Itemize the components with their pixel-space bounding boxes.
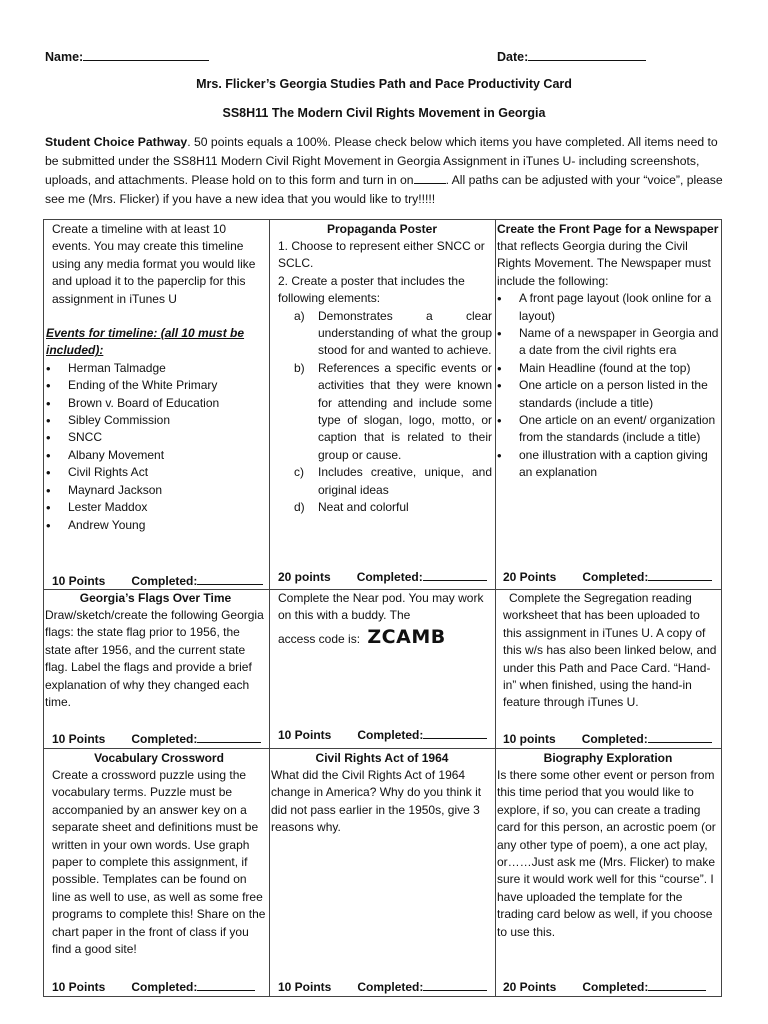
intro-text-1: . 50 points equals a 100%. Please check below which items you have completed. All items need to be submitted under the SS8H11 Modern Civil Right Movement in Georgia Assignment in iTunes U- including screenshots, uploads, and attachments. Please hold on to this form and turn in on — [45, 135, 718, 187]
list-item: • Ending of the White Primary — [46, 377, 264, 394]
newspaper-cell — [497, 221, 720, 482]
points-label: 10 Points — [52, 732, 106, 746]
completed-label: Completed: — [131, 574, 198, 588]
list-item: • Andrew Young — [46, 517, 264, 534]
flags-title: Georgia’s Flags Over Time — [79, 591, 232, 605]
points-label: 10 Points — [52, 980, 106, 994]
intro-lead: Student Choice Pathway — [45, 135, 188, 149]
list-item: • Main Headline (found at the top) — [497, 360, 720, 377]
poster-elements-list — [272, 308, 492, 517]
biography-cell — [497, 750, 719, 941]
list-item: • Name of a newspaper in Georgia and a date from the civil rights era — [497, 325, 720, 360]
timeline-points-row — [52, 572, 263, 590]
name-label: Name: — [45, 50, 84, 64]
vocab-cell — [52, 750, 266, 958]
completed-blank[interactable] — [197, 978, 255, 991]
poster-step-1: 1. Choose to represent either SNCC or SCLC. — [278, 239, 485, 271]
nearpod-access-line — [278, 625, 492, 648]
biography-points-row — [503, 978, 706, 996]
completed-blank[interactable] — [648, 568, 712, 581]
list-item: • Civil Rights Act — [46, 464, 264, 481]
completed-blank[interactable] — [648, 730, 712, 743]
completed-label: Completed: — [356, 570, 423, 584]
nearpod-cell — [278, 590, 492, 648]
list-item: d) Neat and colorful — [294, 500, 409, 515]
points-label: 20 points — [278, 570, 331, 584]
flags-cell — [45, 590, 266, 711]
completed-blank[interactable] — [648, 978, 706, 991]
date-field[interactable] — [497, 47, 646, 66]
points-label: 10 points — [503, 732, 556, 746]
list-item: c) Includes creative, unique, and original ideas — [294, 465, 492, 497]
page-title: Mrs. Flicker’s Georgia Studies Path and Pace Productivity Card — [196, 77, 572, 91]
intro-text-2: . All paths can be adjusted with your “voice”, please see me (Mrs. Flicker) if you have a new idea that you would like to try!!!!! — [45, 173, 723, 206]
segregation-points-row — [503, 730, 712, 748]
biography-title: Biography Exploration — [543, 751, 673, 765]
completed-blank[interactable] — [423, 568, 487, 581]
completed-label: Completed: — [357, 728, 424, 742]
access-code-label: access code is: — [278, 631, 361, 646]
list-item: • SNCC — [46, 429, 264, 446]
points-label: 10 Points — [52, 574, 106, 588]
list-item: • One article on an event/ organization from the standards (include a title) — [497, 412, 720, 447]
segregation-instructions: Complete the Segregation reading worksheet that has been uploaded to this assignment in iTunes U. A copy of this w/s has also been linked below, and under this Path and Pace Card. “Hand- in” when finished, using the hand-in feature through iTunes U. — [503, 591, 717, 710]
list-item: • One article on a person listed in the standards (include a title) — [497, 377, 720, 412]
vocab-instructions: Create a crossword puzzle using the vocabulary terms. Puzzle must be accompanied by an answer key on a separate sheet and definitions must be written in your own words. Use graph paper to complete this assignment, if possible. Templates can be found on line as well to use, as well as some free programs to complete this! Share on the chart paper in the front of class if you find a good site! — [52, 768, 266, 957]
civilrights-title: Civil Rights Act of 1964 — [315, 751, 449, 765]
date-blank[interactable] — [528, 47, 646, 61]
list-item: • Albany Movement — [46, 447, 264, 464]
list-item: • Lester Maddox — [46, 499, 264, 516]
intro-paragraph — [45, 133, 725, 209]
timeline-cell — [46, 221, 264, 534]
completed-label: Completed: — [131, 732, 198, 746]
civilrights-points-row — [278, 978, 487, 996]
list-item: • A front page layout (look online for a layout) — [497, 290, 720, 325]
completed-blank[interactable] — [197, 730, 261, 743]
list-item: • Herman Talmadge — [46, 360, 264, 377]
completed-blank[interactable] — [423, 978, 487, 991]
grid-divider — [495, 219, 496, 997]
list-item: b) References a specific events or activities that they were known for attending and include some type of slogan, logo, motto, or caption that is related to their group or cause. — [294, 360, 492, 462]
points-label: 10 Points — [278, 728, 332, 742]
points-label: 20 Points — [503, 980, 557, 994]
civilrights-question: What did the Civil Rights Act of 1964 change in America? Why do you think it did not pass earlier in the 1950s, give 3 reasons why. — [271, 768, 482, 835]
date-label: Date: — [497, 50, 529, 64]
completed-label: Completed: — [581, 732, 648, 746]
vocab-points-row — [52, 978, 255, 996]
flags-instructions: Draw/sketch/create the following Georgia flags: the state flag prior to 1956, the state after 1956, and the current state flag. Label the flags and provide a brief explanation of why they changed each time. — [45, 608, 264, 710]
timeline-events-label: Events for timeline: (all 10 must be included): — [46, 326, 245, 358]
nearpod-instructions: Complete the Near pod. You may work on this with a buddy. The — [278, 591, 484, 623]
newspaper-requirements-list — [497, 290, 720, 481]
list-item: • one illustration with a caption giving an explanation — [497, 447, 720, 482]
completed-label: Completed: — [357, 980, 424, 994]
points-label: 10 Points — [278, 980, 332, 994]
civilrights-cell — [271, 750, 493, 837]
list-item: • Maynard Jackson — [46, 482, 264, 499]
timeline-instructions: Create a timeline with at least 10 events. You may create this timeline using any media format you would like and upload it to the paperclip for this assignment in iTunes U — [52, 222, 256, 306]
list-item: • Brown v. Board of Education — [46, 395, 264, 412]
completed-label: Completed: — [582, 980, 649, 994]
segregation-cell — [503, 590, 719, 712]
timeline-events-list — [46, 360, 264, 534]
list-item: • Sibley Commission — [46, 412, 264, 429]
grid-divider — [269, 219, 270, 997]
completed-blank[interactable] — [197, 572, 263, 585]
list-item: a) Demonstrates a clear understanding of what the group stood for and wanted to achieve. — [294, 308, 492, 358]
biography-instructions: Is there some other event or person from this time period that you would like to explore, if so, you can create a trading card for this person, an acrostic poem (or any other type of poem), a one act play, or……Just ask me (Mrs. Flicker) to make sure it would work well for this “course”. I have uploaded the template for the trading card below as well, if you choose to use this. — [497, 768, 716, 939]
poster-title: Propaganda Poster — [326, 222, 438, 236]
newspaper-title: Create the Front Page for a Newspaper — [497, 222, 719, 236]
newspaper-instructions: that reflects Georgia during the Civil Rights Movement. The Newspaper must include the following: — [497, 239, 711, 288]
points-label: 20 Points — [503, 570, 557, 584]
name-field[interactable] — [45, 47, 209, 66]
turn-in-date-blank[interactable] — [414, 171, 446, 184]
poster-step-2: 2. Create a poster that includes the following elements: — [278, 273, 465, 306]
newspaper-points-row — [503, 568, 712, 586]
nearpod-points-row — [278, 726, 487, 744]
page-subtitle: SS8H11 The Modern Civil Rights Movement in Georgia — [222, 106, 546, 120]
vocab-title: Vocabulary Crossword — [94, 751, 224, 765]
access-code: ZCAMB — [367, 625, 446, 648]
poster-cell — [272, 221, 492, 517]
name-blank[interactable] — [83, 47, 209, 61]
completed-blank[interactable] — [423, 726, 487, 739]
completed-label: Completed: — [131, 980, 198, 994]
completed-label: Completed: — [582, 570, 649, 584]
flags-points-row — [52, 730, 261, 748]
poster-points-row — [278, 568, 487, 586]
